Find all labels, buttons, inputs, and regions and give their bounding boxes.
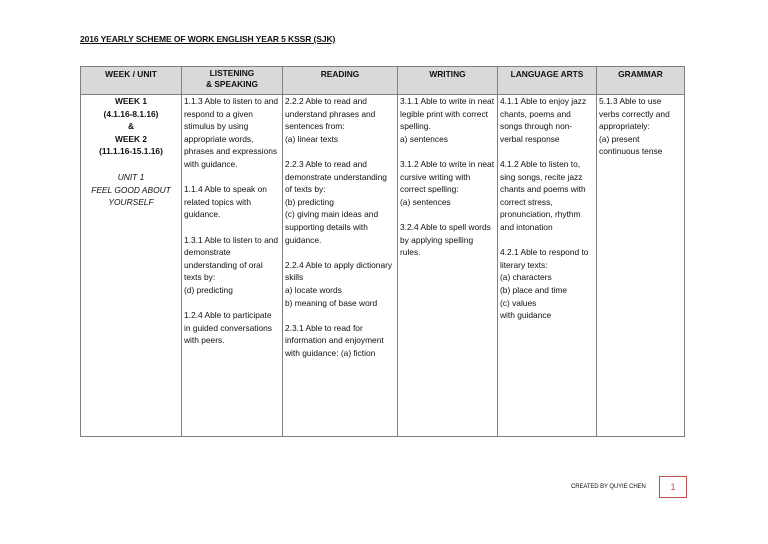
header-week-unit: WEEK / UNIT — [81, 67, 182, 95]
listening-objective: 1.1.3 Able to listen to and respond to a given stimulus by using appropriate words, phrases and expressions with guidance. — [184, 96, 279, 169]
table-row — [81, 95, 685, 437]
writing-cell — [398, 95, 498, 437]
listening-cell — [182, 95, 283, 437]
week-2-range: (11.1.16-15.1.16) — [99, 146, 163, 157]
language-arts-objective: 4.1.1 Able to enjoy jazz chants, poems and songs through non-verbal response — [500, 96, 587, 144]
week-1-range: (4.1.16-8.1.16) — [103, 108, 159, 119]
language-arts-cell — [498, 95, 597, 437]
listening-objective: 1.3.1 Able to listen to and demonstrate understanding of oral texts by: (d) predicting — [184, 234, 279, 295]
scheme-table — [80, 66, 685, 437]
unit-label: UNIT 1 — [117, 171, 145, 182]
reading-objective: 2.2.4 Able to apply dictionary skills a) locate words b) meaning of base word — [285, 259, 393, 308]
reading-cell — [283, 95, 398, 437]
language-arts-objective: 4.2.1 Able to respond to literary texts: (a) characters (b) place and time (c) values with guidance — [500, 247, 589, 321]
unit-title: FEEL GOOD ABOUT YOURSELF — [91, 184, 171, 208]
reading-objective: 2.2.3 Able to read and demonstrate understanding of texts by: (b) predicting (c) giving main ideas and supporting details with guidance. — [285, 158, 387, 245]
reading-objective: 2.3.1 Able to read for information and enjoyment with guidance: (a) fiction — [285, 322, 384, 358]
listening-objective: 1.2.4 Able to participate in guided conversations with peers. — [184, 310, 272, 346]
header-grammar: GRAMMAR — [597, 67, 685, 95]
header-writing: WRITING — [398, 67, 498, 95]
grammar-objective: 5.1.3 Able to use verbs correctly and appropriately: (a) present continuous tense — [599, 96, 670, 157]
page-number: 1 — [659, 476, 687, 498]
language-arts-objective: 4.1.2 Able to listen to, sing songs, recite jazz chants and poems with correct stress, pronunciation, rhythm and intonation — [500, 158, 586, 232]
week-ampersand: & — [127, 121, 135, 132]
grammar-cell — [597, 95, 685, 437]
week-1-label: WEEK 1 — [114, 96, 148, 106]
document-title: 2016 YEARLY SCHEME OF WORK ENGLISH YEAR 5 KSSR (SJK) — [80, 34, 336, 44]
writing-objective: 3.1.1 Able to write in neat legible print with correct spelling. a) sentences — [400, 96, 495, 144]
week-2-label: WEEK 2 — [114, 133, 148, 144]
listening-objective: 1.1.4 Able to speak on related topics with guidance. — [184, 184, 267, 220]
reading-objective: 2.2.2 Able to read and understand phrases and sentences from: (a) linear texts — [285, 96, 376, 144]
header-row — [81, 67, 685, 95]
creator-credit: CREATED BY QUYIE CHEN — [571, 484, 646, 490]
header-reading: READING — [283, 67, 398, 95]
header-language-arts: LANGUAGE ARTS — [498, 67, 597, 95]
week-unit-cell — [81, 95, 182, 437]
header-listening: LISTENING & SPEAKING — [182, 67, 283, 95]
writing-objective: 3.1.2 Able to write in neat cursive writing with correct spelling: (a) sentences — [400, 158, 495, 207]
writing-objective: 3.2.4 Able to spell words by applying spelling rules. — [400, 221, 491, 258]
